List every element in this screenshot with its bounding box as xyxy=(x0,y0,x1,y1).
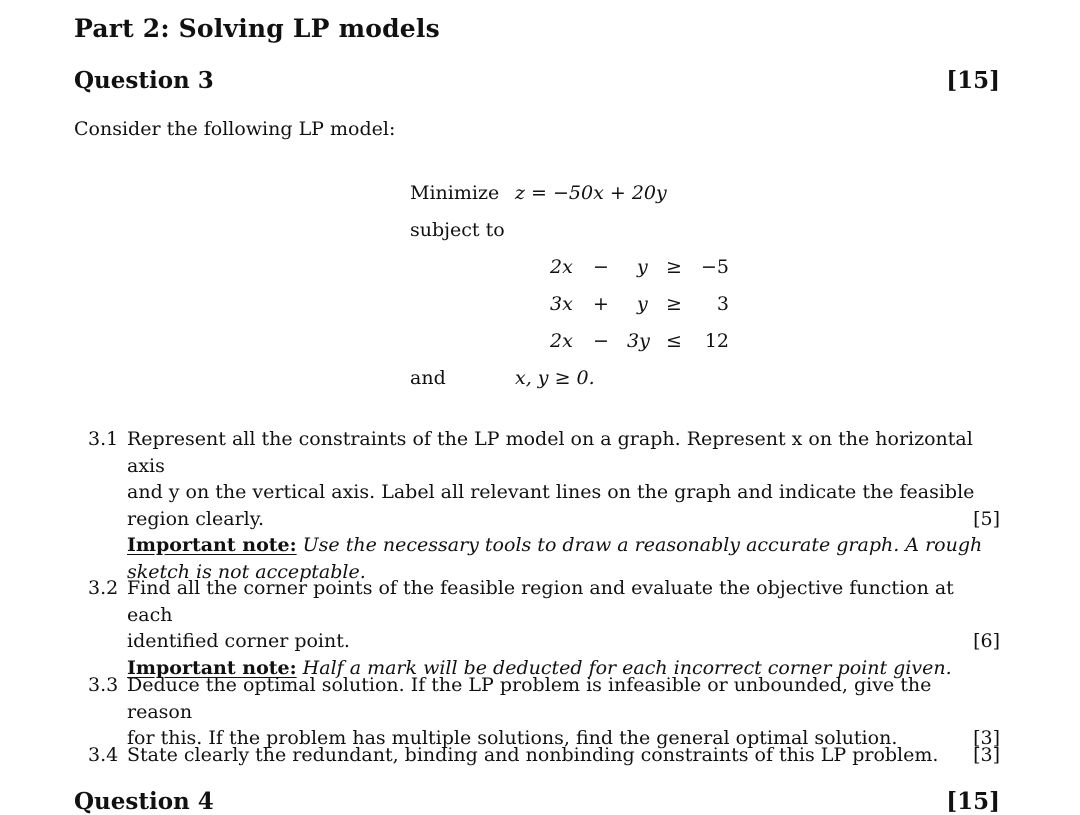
constraint-operator: + xyxy=(593,293,609,315)
item-marks: [6] xyxy=(973,630,1000,652)
constraint-lhs-2: 3y xyxy=(627,330,650,352)
constraint-rhs: 3 xyxy=(716,293,729,315)
constraint-lhs-1: 2x xyxy=(550,330,573,352)
important-note-label: Important note: xyxy=(127,656,297,679)
important-note-label: Important note: xyxy=(127,534,297,556)
constraint-rhs: 12 xyxy=(704,330,729,352)
intro-text: Consider the following LP model: xyxy=(74,118,396,140)
important-note-text: Half a mark will be deducted for each incorrect corner point given. xyxy=(302,656,952,679)
constraint-operator: − xyxy=(593,256,609,278)
item-text-line: and y on the vertical axis. Label all relevant lines on the graph and indicate the feasible xyxy=(127,481,975,503)
constraint-rhs: −5 xyxy=(700,256,729,278)
subject-to-label: subject to xyxy=(410,219,505,241)
item-text-line: region clearly. xyxy=(127,507,264,530)
item-number: 3.2 xyxy=(88,577,119,599)
and-label: and xyxy=(410,367,446,389)
item-text-line: identified corner point. xyxy=(127,630,350,652)
objective-label: Minimize xyxy=(410,182,500,204)
item-number: 3.3 xyxy=(88,674,119,696)
constraint-relation: ≥ xyxy=(666,256,682,278)
question-item-3-3 xyxy=(88,672,1000,752)
important-note-text: sketch is not acceptable. xyxy=(127,560,366,583)
objective-function: z = −50x + 20y xyxy=(515,182,667,204)
item-text-line: Represent all the constraints of the LP model on a graph. Represent x on the horizontal axis xyxy=(127,428,973,477)
item-text-line: Deduce the optimal solution. If the LP problem is infeasible or unbounded, give the reason xyxy=(127,674,932,723)
item-marks: [3] xyxy=(973,744,1000,766)
question-item-3-4 xyxy=(88,742,1000,769)
item-number: 3.1 xyxy=(88,428,119,450)
item-text-line: Find all the corner points of the feasible region and evaluate the objective function at each xyxy=(127,577,954,626)
item-number: 3.4 xyxy=(88,744,119,766)
constraint-operator: − xyxy=(593,330,609,352)
question-marks: [15] xyxy=(946,67,1000,94)
constraint-relation: ≤ xyxy=(666,330,682,352)
constraint-relation: ≥ xyxy=(666,293,682,315)
important-note-text: Use the necessary tools to draw a reasonably accurate graph. A rough xyxy=(302,534,983,556)
constraint-lhs-2: y xyxy=(637,293,648,315)
next-question-title: Question 4 xyxy=(74,788,214,815)
item-marks: [5] xyxy=(973,507,1000,530)
item-marks: [3] xyxy=(973,727,1000,749)
item-text-line: State clearly the redundant, binding and nonbinding constraints of this LP problem. xyxy=(127,744,939,766)
question-item-3-1 xyxy=(88,426,1000,585)
nonnegativity-constraint: x, y ≥ 0. xyxy=(515,367,595,389)
part-title: Part 2: Solving LP models xyxy=(74,14,440,43)
constraint-lhs-2: y xyxy=(637,256,648,278)
item-text-line: for this. If the problem has multiple solutions, find the general optimal solution. xyxy=(127,727,898,749)
question-title: Question 3 xyxy=(74,67,214,94)
next-question-marks: [15] xyxy=(946,788,1000,815)
constraint-lhs-1: 2x xyxy=(550,256,573,278)
question-item-3-2 xyxy=(88,575,1000,681)
constraint-lhs-1: 3x xyxy=(550,293,573,315)
